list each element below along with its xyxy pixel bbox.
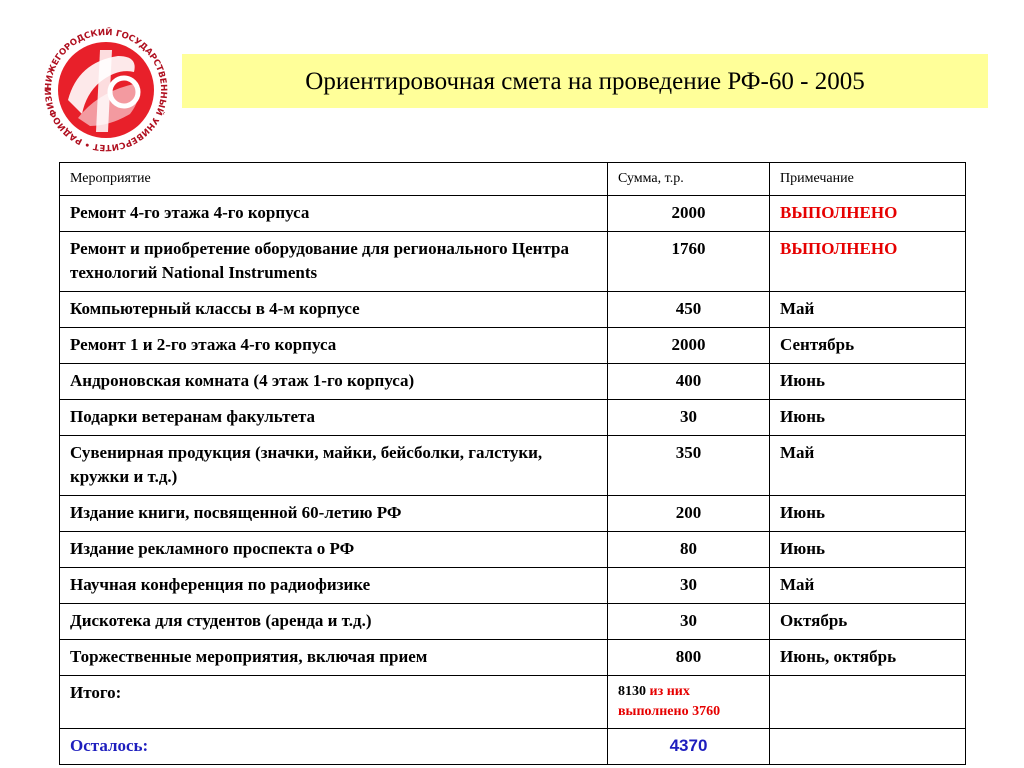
row-note: Июнь [770, 496, 966, 532]
row-note: ВЫПОЛНЕНО [770, 196, 966, 232]
row-event: Андроновская комната (4 этаж 1-го корпуса) [60, 364, 608, 400]
budget-table [59, 162, 966, 765]
remaining-sum: 4370 [608, 729, 770, 765]
faculty-emblem-icon [38, 22, 174, 158]
row-sum: 200 [608, 496, 770, 532]
row-event: Ремонт 1 и 2-го этажа 4-го корпуса [60, 328, 608, 364]
total-sum: 8130 [618, 684, 646, 699]
row-sum: 80 [608, 532, 770, 568]
table-row [60, 496, 966, 532]
row-sum: 30 [608, 400, 770, 436]
row-note: Май [770, 292, 966, 328]
row-event: Ремонт 4-го этажа 4-го корпуса [60, 196, 608, 232]
row-note: Май [770, 436, 966, 496]
remaining-note [770, 729, 966, 765]
row-note: Июнь [770, 364, 966, 400]
total-row [60, 676, 966, 729]
faculty-logo [38, 22, 174, 158]
table-row [60, 232, 966, 292]
row-sum: 400 [608, 364, 770, 400]
remaining-row [60, 729, 966, 765]
row-event: Сувенирная продукция (значки, майки, бейсболки, галстуки, кружки и т.д.) [60, 436, 608, 496]
header-event: Мероприятие [60, 163, 608, 196]
row-event: Торжественные мероприятия, включая прием [60, 640, 608, 676]
row-event: Компьютерный классы в 4-м корпусе [60, 292, 608, 328]
row-note: Октябрь [770, 604, 966, 640]
row-note: ВЫПОЛНЕНО [770, 232, 966, 292]
table-row [60, 364, 966, 400]
row-sum: 450 [608, 292, 770, 328]
table-row [60, 640, 966, 676]
table-row [60, 196, 966, 232]
total-note [770, 676, 966, 729]
row-event: Издание рекламного проспекта о РФ [60, 532, 608, 568]
table-row [60, 292, 966, 328]
row-event: Научная конференция по радиофизике [60, 568, 608, 604]
table-row [60, 400, 966, 436]
table-row [60, 328, 966, 364]
total-label: Итого: [60, 676, 608, 729]
row-sum: 800 [608, 640, 770, 676]
row-note: Июнь [770, 400, 966, 436]
row-sum: 1760 [608, 232, 770, 292]
total-sum-cell [608, 676, 770, 729]
row-event: Ремонт и приобретение оборудование для регионального Центра технологий National Instruments [60, 232, 608, 292]
table-row [60, 568, 966, 604]
header-sum: Сумма, т.р. [608, 163, 770, 196]
table-row [60, 436, 966, 496]
row-sum: 30 [608, 604, 770, 640]
row-event: Дискотека для студентов (аренда и т.д.) [60, 604, 608, 640]
row-sum: 2000 [608, 328, 770, 364]
row-note: Июнь [770, 532, 966, 568]
row-note: Июнь, октябрь [770, 640, 966, 676]
row-note: Май [770, 568, 966, 604]
slide-title: Ориентировочная смета на проведение РФ-60 - 2005 [305, 68, 865, 95]
title-banner [182, 54, 988, 108]
logo-ring-text: НИЖЕГОРОДСКИЙ ГОСУДАРСТВЕННЫЙ УНИВЕРСИТЕТ • РАДИОФИЗИ [43, 27, 169, 153]
row-event: Подарки ветеранам факультета [60, 400, 608, 436]
table-header-row [60, 163, 966, 196]
row-event: Издание книги, посвященной 60-летию РФ [60, 496, 608, 532]
row-sum: 2000 [608, 196, 770, 232]
table-row [60, 604, 966, 640]
row-sum: 30 [608, 568, 770, 604]
total-sum-note: из них выполнено 3760 [618, 684, 721, 719]
remaining-label: Осталось: [60, 729, 608, 765]
table-row [60, 532, 966, 568]
row-note: Сентябрь [770, 328, 966, 364]
header-note: Примечание [770, 163, 966, 196]
row-sum: 350 [608, 436, 770, 496]
